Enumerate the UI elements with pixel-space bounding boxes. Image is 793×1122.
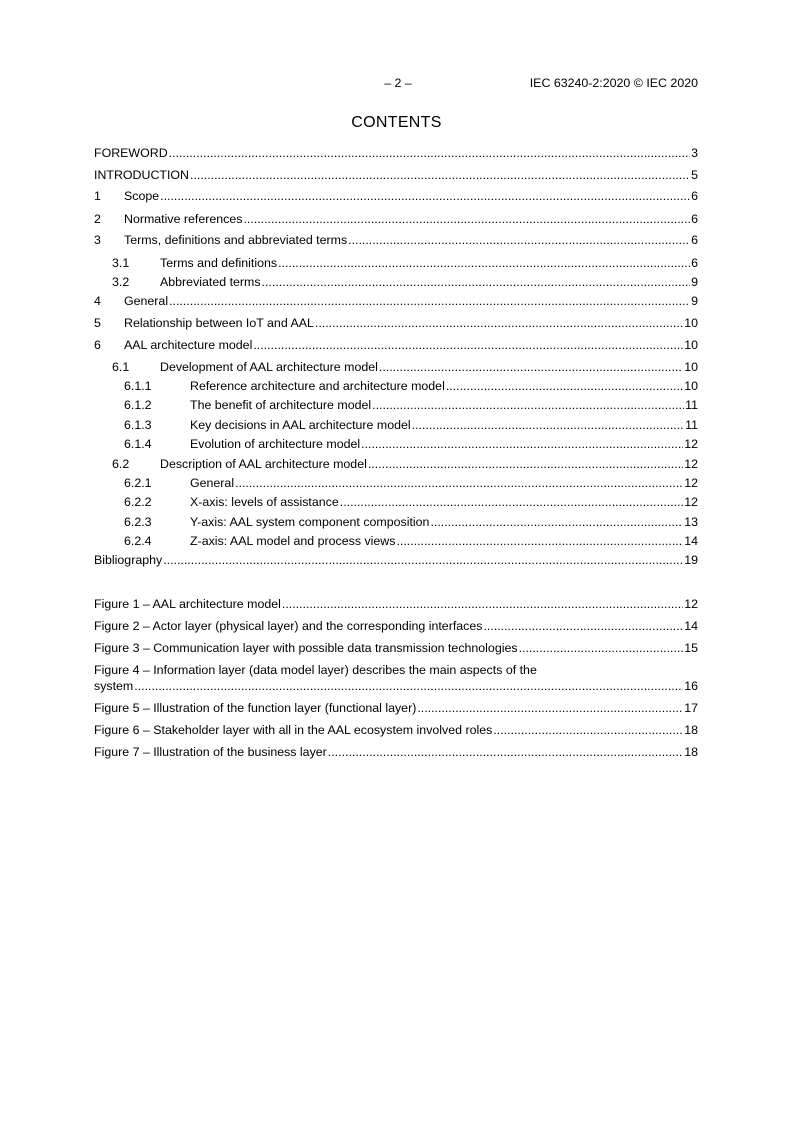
toc-number: 6.1.3 xyxy=(124,418,152,432)
toc-label: The benefit of architecture model xyxy=(190,398,372,412)
toc-page: 10 xyxy=(684,379,698,393)
figure-label-line1: Figure 4 – Information layer (data model layer) describes the main aspects of the xyxy=(94,663,537,677)
toc-entry-benefit[interactable] xyxy=(94,398,698,412)
toc-number: 3.2 xyxy=(112,275,130,289)
figure-entry-3[interactable] xyxy=(94,641,698,655)
toc-leader xyxy=(315,316,683,330)
toc-number: 4 xyxy=(94,294,101,308)
toc-leader xyxy=(483,619,683,633)
toc-page: 10 xyxy=(684,316,698,330)
figure-label: system xyxy=(94,679,134,693)
figure-label: Figure 1 – AAL architecture model xyxy=(94,597,281,611)
toc-label: X-axis: levels of assistance xyxy=(190,495,339,509)
toc-number: 6.1.1 xyxy=(124,379,152,393)
toc-page: 6 xyxy=(691,256,698,270)
toc-label: General xyxy=(124,294,169,308)
toc-label: Reference architecture and architecture model xyxy=(190,379,445,393)
toc-leader xyxy=(430,515,683,529)
toc-leader xyxy=(328,745,683,759)
figure-entry-7[interactable] xyxy=(94,745,698,759)
figure-entry-2[interactable] xyxy=(94,619,698,633)
toc-label: Development of AAL architecture model xyxy=(160,360,378,374)
toc-entry-key-decisions[interactable] xyxy=(94,418,698,432)
toc-page: 12 xyxy=(684,476,698,490)
toc-leader xyxy=(243,212,690,226)
toc-number: 6.2 xyxy=(112,457,130,471)
toc-label: Terms and definitions xyxy=(160,256,278,270)
toc-leader xyxy=(361,437,683,451)
toc-page: 5 xyxy=(691,168,698,182)
toc-leader xyxy=(190,168,690,182)
toc-label: Evolution of architecture model xyxy=(190,437,361,451)
toc-label: Description of AAL architecture model xyxy=(160,457,367,471)
toc-number: 3 xyxy=(94,233,101,247)
toc-entry-relationship[interactable] xyxy=(94,316,698,330)
toc-leader xyxy=(235,476,683,490)
figure-entry-1[interactable] xyxy=(94,597,698,611)
toc-leader xyxy=(348,233,690,247)
toc-leader xyxy=(169,146,690,160)
page-title: CONTENTS xyxy=(351,114,442,131)
toc-number: 5 xyxy=(94,316,101,330)
toc-label: Abbreviated terms xyxy=(160,275,261,289)
toc-entry-y-axis[interactable] xyxy=(94,515,698,529)
toc-label: General xyxy=(190,476,235,490)
figure-page: 18 xyxy=(684,745,698,759)
figure-entry-4[interactable] xyxy=(94,662,698,693)
toc-entry-foreword[interactable] xyxy=(94,146,698,160)
toc-leader xyxy=(379,360,683,374)
toc-entry-development[interactable] xyxy=(94,360,698,374)
toc-page: 10 xyxy=(684,338,698,352)
toc-label: Scope xyxy=(124,189,160,203)
toc-label: Bibliography xyxy=(94,553,163,567)
toc-leader xyxy=(446,379,683,393)
figure-entry-6[interactable] xyxy=(94,723,698,737)
toc-number: 6.1.2 xyxy=(124,398,152,412)
toc-number: 6.2.3 xyxy=(124,515,152,529)
figure-page: 16 xyxy=(684,679,698,693)
toc-leader xyxy=(493,723,683,737)
toc-label: Y-axis: AAL system component composition xyxy=(190,515,430,529)
figure-label-line2 xyxy=(94,679,698,693)
toc-number: 6.2.2 xyxy=(124,495,152,509)
figure-label: Figure 7 – Illustration of the business layer xyxy=(94,745,327,759)
toc-entry-evolution[interactable] xyxy=(94,437,698,451)
toc-label: Relationship between IoT and AAL xyxy=(124,316,314,330)
toc-page: 12 xyxy=(684,437,698,451)
toc-number: 3.1 xyxy=(112,256,130,270)
toc-leader xyxy=(372,398,684,412)
standard-reference: IEC 63240-2:2020 © IEC 2020 xyxy=(529,76,698,90)
figure-page: 14 xyxy=(684,619,698,633)
toc-page: 11 xyxy=(685,398,698,412)
toc-page: 9 xyxy=(691,294,698,308)
figure-page: 18 xyxy=(684,723,698,737)
toc-entry-description[interactable] xyxy=(94,457,698,471)
toc-leader xyxy=(412,418,685,432)
toc-entry-scope[interactable] xyxy=(94,189,698,203)
toc-page: 14 xyxy=(684,534,698,548)
figure-label: Figure 6 – Stakeholder layer with all in the AAL ecosystem involved roles xyxy=(94,723,493,737)
toc-page: 3 xyxy=(691,146,698,160)
toc-entry-terms[interactable] xyxy=(94,233,698,247)
toc-page: 13 xyxy=(684,515,698,529)
toc-number: 2 xyxy=(94,212,101,226)
toc-leader xyxy=(368,457,683,471)
toc-leader xyxy=(278,256,690,270)
figure-page: 17 xyxy=(684,701,698,715)
toc-entry-abbreviated-terms[interactable] xyxy=(94,275,698,289)
figure-label: Figure 2 – Actor layer (physical layer) and the corresponding interfaces xyxy=(94,619,483,633)
toc-label: FOREWORD xyxy=(94,146,168,160)
toc-page: 12 xyxy=(684,495,698,509)
toc-page: 12 xyxy=(684,457,698,471)
toc-leader xyxy=(340,495,683,509)
toc-entry-normative-references[interactable] xyxy=(94,212,698,226)
toc-number: 6.1 xyxy=(112,360,130,374)
toc-label: Z-axis: AAL model and process views xyxy=(190,534,396,548)
toc-entry-general[interactable] xyxy=(94,294,698,308)
toc-label: Normative references xyxy=(124,212,243,226)
toc-leader xyxy=(169,294,690,308)
toc-leader xyxy=(160,189,690,203)
toc-number: 6.2.1 xyxy=(124,476,152,490)
toc-entry-z-axis[interactable] xyxy=(94,534,698,548)
toc-number: 6 xyxy=(94,338,101,352)
toc-leader xyxy=(134,679,683,693)
toc-entry-x-axis[interactable] xyxy=(94,495,698,509)
page-number: – 2 – xyxy=(384,76,412,90)
toc-leader xyxy=(253,338,683,352)
toc-leader xyxy=(163,553,683,567)
toc-page: 10 xyxy=(684,360,698,374)
figure-entry-5[interactable] xyxy=(94,701,698,715)
toc-leader xyxy=(417,701,683,715)
toc-entry-architecture-model[interactable] xyxy=(94,338,698,352)
toc-number: 6.2.4 xyxy=(124,534,152,548)
toc-entry-reference-architecture[interactable] xyxy=(94,379,698,393)
toc-label: Terms, definitions and abbreviated terms xyxy=(124,233,348,247)
toc-page: 9 xyxy=(691,275,698,289)
toc-entry-terms-definitions[interactable] xyxy=(94,256,698,270)
toc-page: 6 xyxy=(691,233,698,247)
toc-number: 6.1.4 xyxy=(124,437,152,451)
toc-leader xyxy=(519,641,684,655)
toc-number: 1 xyxy=(94,189,101,203)
figure-label: Figure 5 – Illustration of the function layer (functional layer) xyxy=(94,701,417,715)
toc-page: 6 xyxy=(691,189,698,203)
toc-leader xyxy=(282,597,683,611)
toc-label: INTRODUCTION xyxy=(94,168,189,182)
toc-label: Key decisions in AAL architecture model xyxy=(190,418,411,432)
toc-page: 6 xyxy=(691,212,698,226)
toc-page: 11 xyxy=(685,418,698,432)
toc-page: 19 xyxy=(684,553,698,567)
figure-page: 15 xyxy=(684,641,698,655)
toc-entry-description-general[interactable] xyxy=(94,476,698,490)
toc-leader xyxy=(262,275,691,289)
toc-entry-bibliography[interactable] xyxy=(94,553,698,567)
toc-label: AAL architecture model xyxy=(124,338,253,352)
figure-page: 12 xyxy=(684,597,698,611)
toc-leader xyxy=(396,534,683,548)
figure-label: Figure 3 – Communication layer with possible data transmission technologies xyxy=(94,641,518,655)
toc-entry-introduction[interactable] xyxy=(94,168,698,182)
